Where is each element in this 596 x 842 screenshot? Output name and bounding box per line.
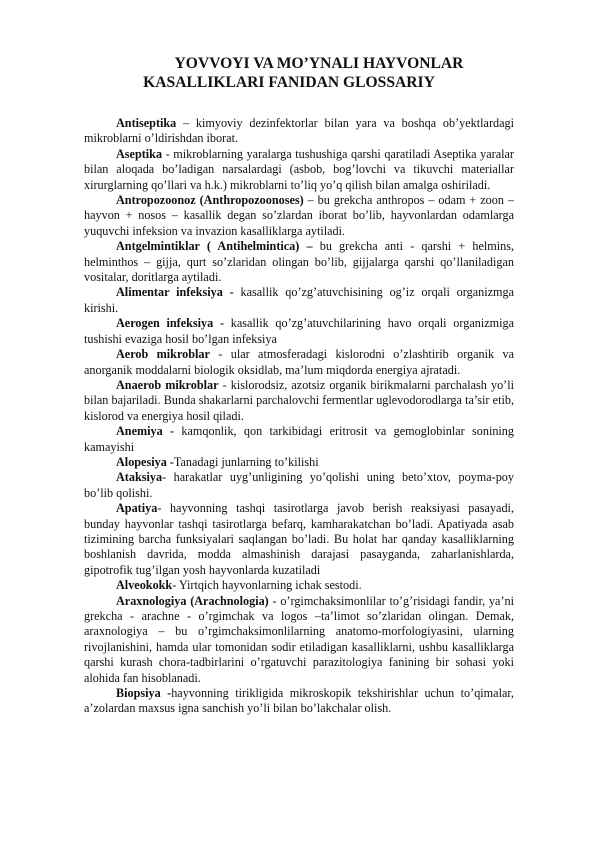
glossary-term: Antiseptika — [116, 116, 177, 130]
glossary-entry-aerogen-infeksiya — [84, 316, 514, 347]
glossary-entry-anaerob-mikroblar — [84, 378, 514, 424]
glossary-definition: – kimyoviy dezinfektorlar bilan yara va boshqa ob’yektlardagi mikroblarni o’ldirishdan iborat. — [84, 116, 514, 146]
glossary-definition: Tanadagi junlarning to’kilishi — [173, 454, 319, 469]
glossary-definition: kamqonlik, qon tarkibidagi eritrosit va gemoglobinlar sonining kamayishi — [84, 424, 514, 454]
glossary-term: Alimentar infeksiya - — [116, 285, 234, 300]
glossary-term: Araxnologiya (Arachnologia) — [116, 593, 269, 608]
glossary-definition: - kislorodsiz, azotsiz organik birikmalarni parchalash yo’li bilan bajariladi. Bunda shakarlarni parchalovchi fermentlar uglevodorodlarga ta’sir etib, kislorod va energiya hosil qiladi. — [84, 377, 514, 423]
glossary-term: Aerob mikroblar — [116, 347, 210, 362]
glossary-term: Apatiya — [116, 501, 158, 516]
glossary-definition: kasallik qo’zg’atuvchisining og’iz orqali organizmga kirishi. — [84, 285, 514, 315]
glossary-definition: kasallik qo’zg’atuvchilarining havo orqali organizmiga tushishi evaziga hosil bo’lgan infeksiya — [84, 316, 514, 346]
glossary-entry-anemiya — [84, 424, 514, 455]
glossary-definition: - Yirtqich hayvonlarning ichak sestodi. — [172, 578, 362, 593]
glossary-definition: hayvonning tirikligida mikroskopik tekshirishlar uchun to’qimalar, a’zolardan maxsus igna sanchish yo’li bilan bo’lakchalar olish. — [84, 686, 514, 716]
glossary-list — [84, 116, 514, 717]
glossary-entry-alopesiya — [84, 455, 514, 470]
glossary-entry-antropozoonoz — [84, 193, 514, 239]
glossary-entry-ataksiya — [84, 470, 514, 501]
glossary-entry-antiseptika — [84, 116, 514, 147]
glossary-entry-araxnologiya — [84, 594, 514, 686]
glossary-definition: – bu grekcha anthropos – odam + zoon – hayvon + nosos – kasallik degan so’zlardan iborat bo’lib, hayvonlardan odamlarga yuquvchi infeksion va invazion kasalliklarga aytiladi. — [84, 193, 514, 238]
glossary-entry-antgelmintiklar — [84, 239, 514, 285]
glossary-term: Anaerob mikroblar — [116, 377, 219, 392]
glossary-entry-apatiya — [84, 501, 514, 578]
glossary-entry-biopsiya — [84, 686, 514, 717]
glossary-definition: bu grekcha anti - qarshi + helmins, helminthos – gijja, qurt so’zlaridan olingan bo’lib, gijjalarga qarshi qo’llaniladigan vositalar, doritlarga aytiladi. — [84, 239, 514, 285]
glossary-entry-alveokokk — [84, 578, 514, 593]
document-page — [84, 54, 514, 717]
glossary-term: Aerogen infeksiya - — [116, 316, 225, 331]
glossary-term: Biopsiya - — [116, 686, 172, 701]
glossary-term: Antgelmintiklar ( Antihelmintica) – — [116, 239, 313, 254]
glossary-term: Alopesiya - — [116, 454, 174, 469]
glossary-term: Ataksiya — [116, 470, 163, 485]
glossary-definition: - harakatlar uyg’unligining yo’qolishi uning beto’xtov, poyma-poy bo’lib qolishi. — [84, 470, 514, 500]
glossary-definition: - ular atmosferadagi kislorodni o’zlashtirib organik va anorganik moddalarni biologik oksidlab, ma’lum miqdorda energiya ajratadi. — [84, 347, 515, 377]
glossary-term: Aseptika — [116, 146, 163, 161]
glossary-term: Antropozoonoz (Anthropozoonoses) — [116, 193, 304, 208]
title-line-1: YOVVOYI VA MO’YNALI HAYVONLAR — [174, 55, 464, 72]
glossary-definition: - mikroblarning yaralarga tushushiga qarshi qaratiladi Aseptika yaralar bilan aloqada bo’ladigan narsalardagi (asbob, bog’lovchi va tikuvchi materiallar xirurglarning qo’llari va h.k.) mikroblarni to’liq yo’q qilish bilan amalga oshiriladi. — [84, 146, 514, 192]
title-line-2: KASALLIKLARI FANIDAN GLOSSARIY — [143, 74, 435, 91]
glossary-term: Alveokokk — [116, 578, 173, 593]
glossary-entry-alimentar-infeksiya — [84, 285, 514, 316]
glossary-term: Anemiya - — [116, 424, 175, 439]
glossary-definition: - o’rgimchaksimonlilar to’g’risidagi fandir, ya’ni grekcha - arachne - o’rgimchak va logos –ta’limot so’zlaridan olingan. Demak, araxnologiya – bu o’rgimchaksimonlilarning anatomo-morfologiyasini, ularning rivojlanishini, hamda ular tomonidan sodir etiladigan kasalliklarni, ushbu kasalliklarga qarshi kurash chora-tadbirlarini o’rgatuvchi parazitologiya fanining bir sohasi yoki alohida fan hisoblanadi. — [84, 593, 514, 685]
document-title — [84, 54, 514, 92]
glossary-entry-aseptika — [84, 147, 514, 193]
glossary-definition: - hayvonning tashqi tasirotlarga javob berish reaksiyasi pasayadi, bunday hayvonlar tashqi tasirotlarga befarq, kamharakatchan bo’ladi. Apatiyada asab tizimining barcha funksiyalari saqlangan bo’ladi. Bu holat har qanday kasalliklarning boshlanish davrida, modda almashinish darajasi pasayganda, zaharlanishlarda, gipotrofik tug’ilgan yosh hayvonlarda kuzatiladi — [84, 501, 514, 577]
glossary-entry-aerob-mikroblar — [84, 347, 514, 378]
